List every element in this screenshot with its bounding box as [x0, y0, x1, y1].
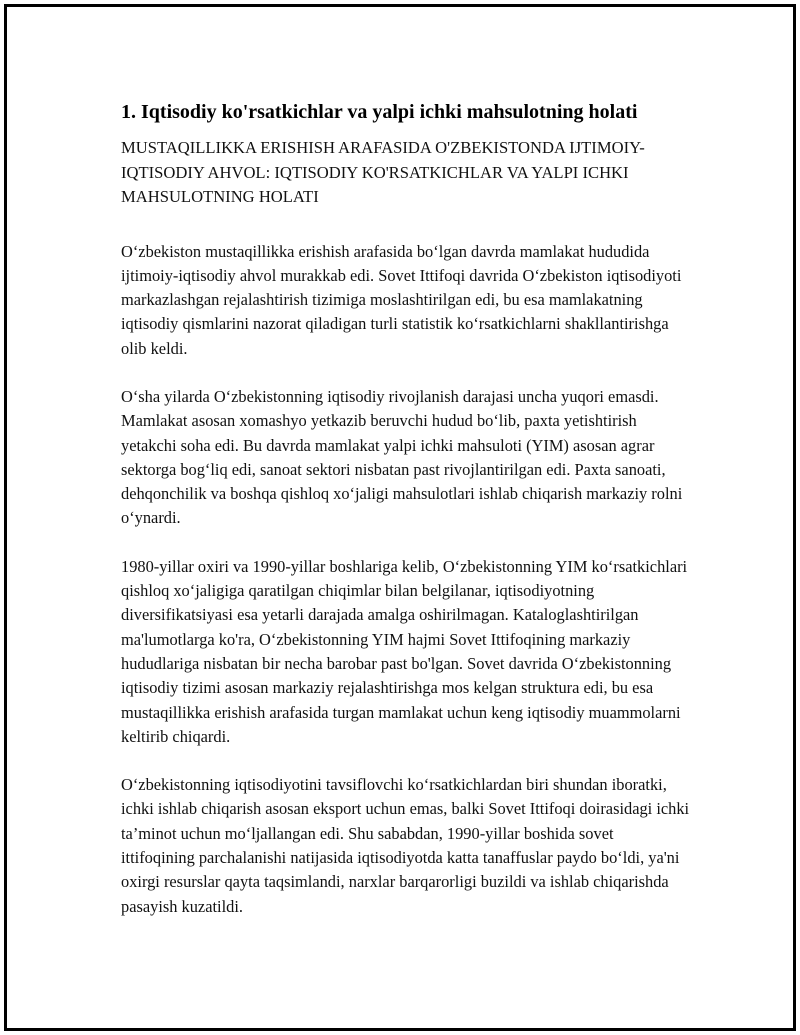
- document-body: [121, 99, 691, 943]
- paragraph-1: O‘zbekiston mustaqillikka erishish arafasida bo‘lgan davrda mamlakat hududida ijtimoiy-iqtisodiy ahvol murakkab edi. Sovet Ittifoqi davrida O‘zbekiston iqtisodiyoti markazlashgan rejalashtirish tizimiga moslashtirilgan edi, bu esa mamlakatning iqtisodiy qismlarini nazorat qiladigan turli statistik ko‘rsatkichlarni shakllantirishga olib keldi.: [121, 241, 682, 358]
- page-frame: [4, 4, 796, 1031]
- paragraph-3: 1980-yillar oxiri va 1990-yillar boshlariga kelib, O‘zbekistonning YIM ko‘rsatkichlari qishloq xo‘jaligiga qaratilgan chiqimlar bilan belgilanar, iqtisodiyotning diversifikatsiyasi esa yetarli darajada amalga oshirilmagan. Kataloglashtirilgan ma'lumotlarga ko'ra, O‘zbekistonning YIM hajmi Sovet Ittifoqining markaziy hududlariga nisbatan bir necha barobar past bo'lgan. Sovet davrida O‘zbekistonning iqtisodiy tizimi asosan markaziy rejalashtirishga mos kelgan struktura edi, bu esa mustaqillikka erishish arafasida turgan mamlakat uchun keng iqtisodiy muammolarni keltirib chiqardi.: [121, 556, 688, 746]
- paragraph-2: O‘sha yilarda O‘zbekistonning iqtisodiy rivojlanish darajasi uncha yuqori emasdi. Mamlakat asosan xomashyo yetkazib beruvchi hudud bo‘lib, paxta yetishtirish yetakchi soha edi. Bu davrda mamlakat yalpi ichki mahsuloti (YIM) asosan agrar sektorga bog‘liq edi, sanoat sektori nisbatan past rivojlantirilgan edi. Paxta sanoati, dehqonchilik va boshqa qishloq xo‘jaligi mahsulotlari ishlab chiqarish markaziy rolni o‘ynardi.: [121, 386, 683, 528]
- section-heading: 1. Iqtisodiy ko'rsatkichlar va yalpi ichki mahsulotning holati: [121, 101, 638, 123]
- section-subheading: MUSTAQILLIKKA ERISHISH ARAFASIDA O'ZBEKISTONDA IJTIMOIY-IQTISODIY AHVOL: IQTISODIY KO'RSATKICHLAR VA YALPI ICHKI MAHSULOTNING HOLATI: [121, 138, 645, 206]
- paragraph-4: O‘zbekistonning iqtisodiyotini tavsiflovchi ko‘rsatkichlardan biri shundan iboratki, ichki ishlab chiqarish asosan eksport uchun emas, balki Sovet Ittifoqi doirasidagi ichki ta’minot uchun mo‘ljallangan edi. Shu sababdan, 1990-yillar boshida sovet ittifoqining parchalanishi natijasida iqtisodiyotda katta tanaffuslar paydo bo‘ldi, ya'ni oxirgi resurslar qayta taqsimlandi, narxlar barqarorligi buzildi va ishlab chiqarishda pasayish kuzatildi.: [121, 775, 690, 916]
